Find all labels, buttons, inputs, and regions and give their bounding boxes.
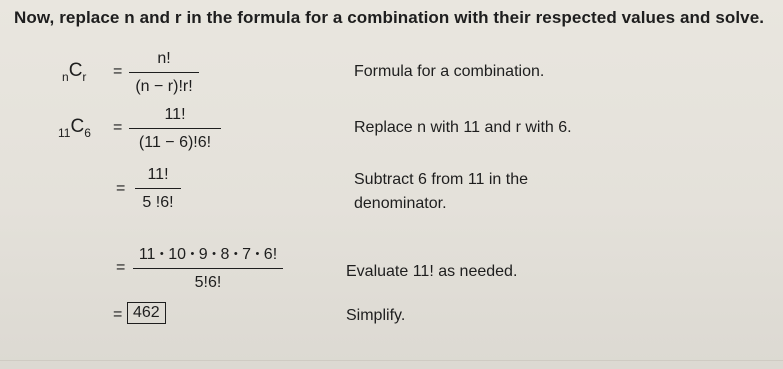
instruction-heading: Now, replace n and r in the formula for a combination with their respected values and solve. bbox=[14, 8, 765, 27]
substituted-fraction bbox=[129, 106, 221, 152]
fraction-denominator: 5 !6! bbox=[142, 194, 174, 211]
equals-sign: = bbox=[116, 259, 126, 276]
lhs-11-subscript: 11 bbox=[58, 126, 71, 140]
step-note: Formula for a combination. bbox=[354, 63, 545, 80]
multiplication-dot: • bbox=[190, 248, 195, 260]
factor: 8 bbox=[220, 246, 230, 263]
factor: 7 bbox=[242, 246, 252, 263]
fraction-numerator: n! bbox=[157, 50, 171, 67]
factor: 11 bbox=[138, 246, 156, 263]
step-note: Evaluate 11! as needed. bbox=[346, 263, 518, 280]
step-note-line-1: Subtract 6 from 11 in the bbox=[354, 171, 529, 188]
factor: 9 bbox=[198, 246, 208, 263]
fraction-denominator: (11 − 6)!6! bbox=[138, 134, 212, 151]
multiplication-dot: • bbox=[159, 248, 164, 260]
equals-sign: = bbox=[113, 119, 123, 136]
formula-fraction bbox=[129, 50, 199, 96]
step-note: Replace n with 11 and r with 6. bbox=[354, 119, 572, 136]
lhs-n-subscript: n bbox=[62, 70, 69, 84]
substituted-lhs bbox=[58, 116, 91, 140]
fraction-denominator: 5!6! bbox=[194, 274, 222, 291]
fraction-numerator bbox=[133, 246, 283, 268]
step-note bbox=[354, 168, 528, 216]
lhs-6-subscript: 6 bbox=[84, 126, 91, 140]
factor: 10 bbox=[168, 246, 187, 263]
fraction-numerator: 11! bbox=[164, 106, 186, 123]
formula-lhs bbox=[62, 60, 86, 84]
lhs-c-symbol: C bbox=[70, 116, 85, 137]
multiplication-dot: • bbox=[255, 248, 260, 260]
subtracted-fraction bbox=[135, 166, 181, 212]
expanded-fraction bbox=[133, 246, 283, 292]
fraction-denominator: (n − r)!r! bbox=[135, 78, 193, 95]
answer-box: 462 bbox=[127, 302, 166, 324]
equals-sign: = bbox=[116, 180, 126, 197]
step-note-line-2: denominator. bbox=[354, 195, 447, 212]
fraction-numerator: 11! bbox=[147, 166, 169, 183]
factor: 6! bbox=[263, 246, 278, 263]
lhs-c-symbol: C bbox=[68, 60, 83, 81]
equals-sign: = bbox=[113, 306, 123, 323]
equals-sign: = bbox=[113, 63, 123, 80]
multiplication-dot: • bbox=[212, 248, 216, 260]
multiplication-dot: • bbox=[233, 248, 238, 260]
lhs-r-subscript: r bbox=[82, 70, 87, 84]
page-divider bbox=[0, 360, 783, 361]
step-note: Simplify. bbox=[346, 307, 406, 324]
